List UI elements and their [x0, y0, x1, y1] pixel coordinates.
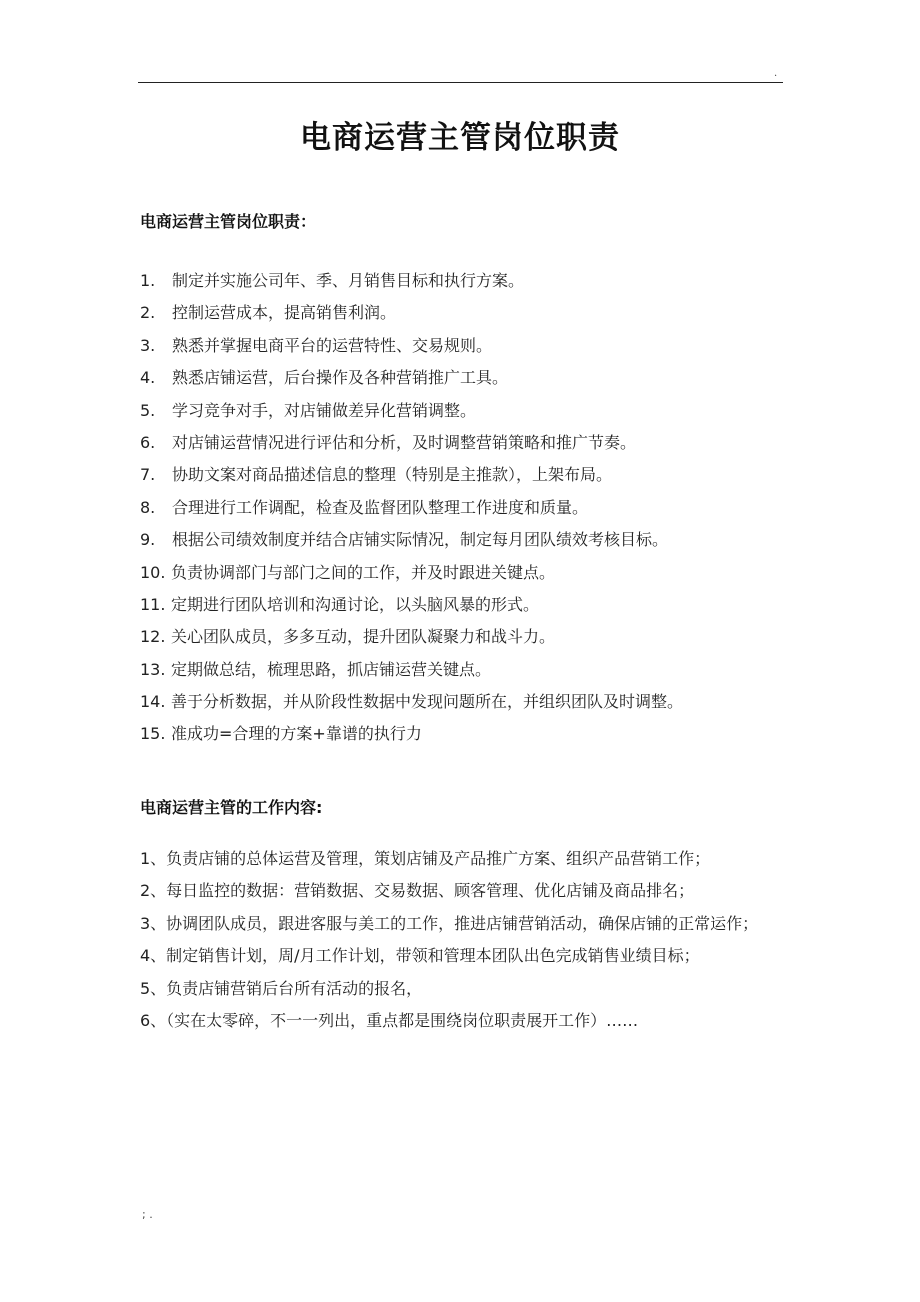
header-rule: [138, 82, 783, 83]
list-item: 4. 熟悉店铺运营，后台操作及各种营销推广工具。: [140, 368, 509, 388]
list-item: 5. 学习竞争对手，对店铺做差异化营销调整。: [140, 400, 477, 420]
list-item: 1、负责店铺的总体运营及管理，策划店铺及产品推广方案、组织产品营销工作；: [140, 849, 711, 868]
list-item: 11. 定期进行团队培训和沟通讨论，以头脑风暴的形式。: [140, 594, 540, 614]
header-mark: .: [774, 68, 778, 79]
list-item: 5、负责店铺营销后台所有活动的报名，: [140, 978, 423, 998]
list-item: 8. 合理进行工作调配，检查及监督团队整理工作进度和质量。: [140, 497, 589, 517]
list-item: 4、制定销售计划，周/月工作计划，带领和管理本团队出色完成销售业绩目标；: [140, 946, 700, 966]
list-item: 14. 善于分析数据，并从阶段性数据中发现问题所在，并组织团队及时调整。: [140, 692, 684, 712]
list-item: 6. 对店铺运营情况进行评估和分析，及时调整营销策略和推广节奏。: [140, 432, 637, 452]
list-item: 12. 关心团队成员，多多互动，提升团队凝聚力和战斗力。: [140, 627, 556, 647]
duties-list: [140, 265, 683, 751]
list-item: 2、每日监控的数据：营销数据、交易数据、顾客管理、优化店铺及商品排名；: [140, 881, 695, 901]
work-content-heading: 电商运营主管的工作内容:: [140, 798, 323, 817]
list-item: 7. 协助文案对商品描述信息的整理（特别是主推款），上架布局。: [140, 465, 613, 485]
list-item: 15. 准成功=合理的方案+靠谱的执行力: [140, 724, 422, 744]
list-item: 10. 负责协调部门与部门之间的工作，并及时跟进关键点。: [140, 562, 556, 582]
list-item: 1. 制定并实施公司年、季、月销售目标和执行方案。: [140, 271, 525, 290]
list-item: 9. 根据公司绩效制度并结合店铺实际情况，制定每月团队绩效考核目标。: [140, 530, 669, 550]
list-item: 13. 定期做总结，梳理思路，抓店铺运营关键点。: [140, 659, 492, 679]
list-item: 6、（实在太零碎，不一一列出，重点都是围绕岗位职责展开工作）……: [140, 1011, 639, 1031]
duties-heading: 电商运营主管岗位职责：: [140, 212, 317, 231]
work-content-list: [140, 843, 785, 1037]
list-item: 2. 控制运营成本，提高销售利润。: [140, 303, 397, 323]
page-title: 电商运营主管岗位职责: [300, 120, 620, 156]
list-item: 3. 熟悉并掌握电商平台的运营特性、交易规则。: [140, 335, 493, 355]
list-item: 3、协调团队成员，跟进客服与美工的工作，推进店铺营销活动，确保店铺的正常运作；: [140, 913, 759, 933]
footer-mark: ; .: [142, 1208, 153, 1221]
